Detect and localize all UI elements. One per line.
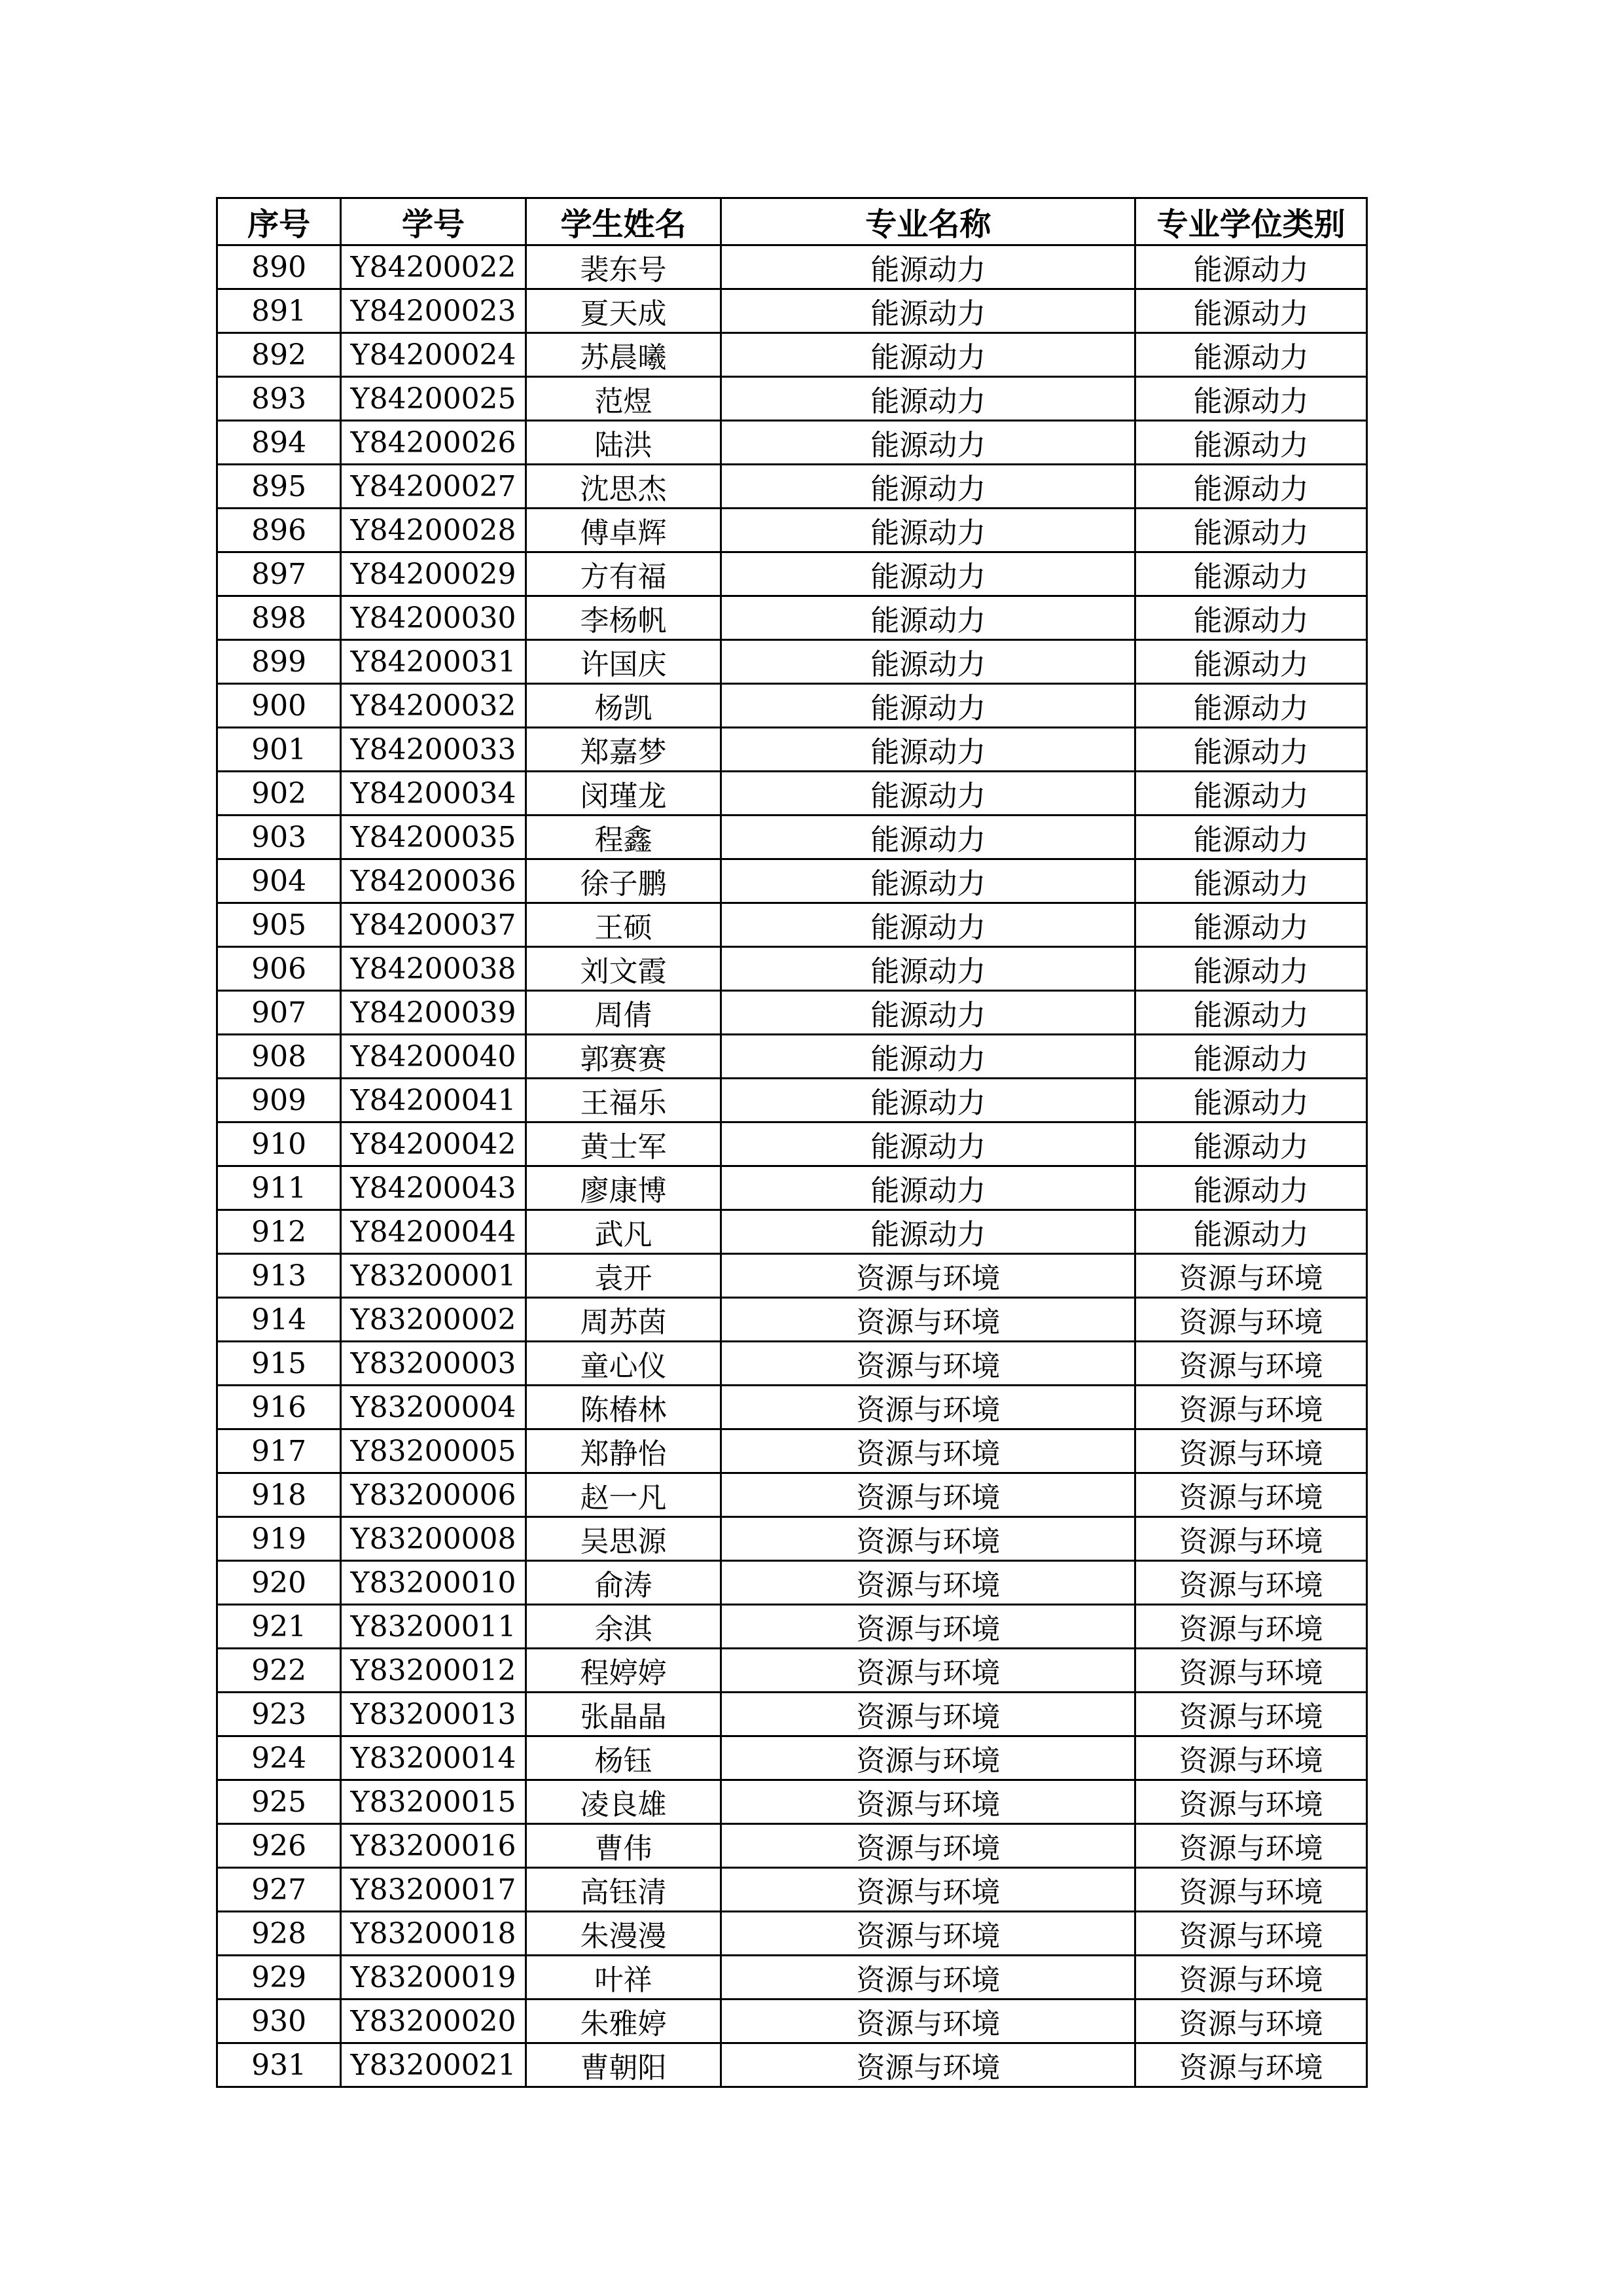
cell-student-id: Y83200014 <box>341 1736 526 1780</box>
table-row <box>217 1824 1367 1868</box>
cell-student-name: 李杨帆 <box>526 596 721 640</box>
cell-major-name: 能源动力 <box>721 903 1135 947</box>
cell-major-name: 能源动力 <box>721 552 1135 596</box>
table-row <box>217 1912 1367 1956</box>
header-student-name: 学生姓名 <box>526 198 721 245</box>
table-row <box>217 903 1367 947</box>
cell-student-name: 凌良雄 <box>526 1780 721 1824</box>
cell-degree-category: 能源动力 <box>1135 245 1367 289</box>
table-row <box>217 1561 1367 1605</box>
cell-major-name: 资源与环境 <box>721 1517 1135 1561</box>
cell-major-name: 能源动力 <box>721 1122 1135 1166</box>
cell-major-name: 资源与环境 <box>721 1605 1135 1649</box>
cell-seq: 906 <box>217 947 341 991</box>
cell-seq: 904 <box>217 859 341 903</box>
header-student-id: 学号 <box>341 198 526 245</box>
cell-student-id: Y84200034 <box>341 772 526 816</box>
cell-major-name: 能源动力 <box>721 421 1135 465</box>
cell-student-id: Y83200001 <box>341 1254 526 1298</box>
cell-degree-category: 能源动力 <box>1135 1166 1367 1210</box>
cell-student-id: Y83200021 <box>341 2043 526 2087</box>
table-row <box>217 509 1367 552</box>
cell-major-name: 能源动力 <box>721 816 1135 859</box>
table-row <box>217 2043 1367 2087</box>
cell-student-id: Y83200005 <box>341 1429 526 1473</box>
cell-student-name: 杨钰 <box>526 1736 721 1780</box>
cell-student-id: Y84200036 <box>341 859 526 903</box>
cell-seq: 909 <box>217 1079 341 1122</box>
cell-student-name: 夏天成 <box>526 289 721 333</box>
cell-seq: 927 <box>217 1868 341 1912</box>
table-row <box>217 1736 1367 1780</box>
cell-student-name: 廖康博 <box>526 1166 721 1210</box>
cell-student-id: Y83200006 <box>341 1473 526 1517</box>
cell-degree-category: 资源与环境 <box>1135 1342 1367 1386</box>
table-row <box>217 1429 1367 1473</box>
table-row <box>217 245 1367 289</box>
cell-degree-category: 能源动力 <box>1135 859 1367 903</box>
cell-student-id: Y84200037 <box>341 903 526 947</box>
cell-degree-category: 资源与环境 <box>1135 1868 1367 1912</box>
cell-major-name: 能源动力 <box>721 1210 1135 1254</box>
cell-degree-category: 能源动力 <box>1135 1035 1367 1079</box>
cell-major-name: 资源与环境 <box>721 1956 1135 2000</box>
cell-degree-category: 能源动力 <box>1135 421 1367 465</box>
cell-major-name: 资源与环境 <box>721 1912 1135 1956</box>
table-row <box>217 772 1367 816</box>
cell-student-name: 高钰清 <box>526 1868 721 1912</box>
cell-major-name: 能源动力 <box>721 289 1135 333</box>
cell-degree-category: 资源与环境 <box>1135 1298 1367 1342</box>
cell-degree-category: 能源动力 <box>1135 640 1367 684</box>
cell-seq: 918 <box>217 1473 341 1517</box>
cell-degree-category: 资源与环境 <box>1135 1429 1367 1473</box>
cell-major-name: 能源动力 <box>721 684 1135 728</box>
table-row <box>217 640 1367 684</box>
cell-student-id: Y84200039 <box>341 991 526 1035</box>
cell-student-name: 朱雅婷 <box>526 2000 721 2043</box>
cell-major-name: 能源动力 <box>721 947 1135 991</box>
cell-student-name: 叶祥 <box>526 1956 721 2000</box>
table-row <box>217 1079 1367 1122</box>
table-row <box>217 1254 1367 1298</box>
cell-major-name: 能源动力 <box>721 1166 1135 1210</box>
cell-student-id: Y83200010 <box>341 1561 526 1605</box>
cell-student-id: Y83200016 <box>341 1824 526 1868</box>
cell-major-name: 资源与环境 <box>721 1780 1135 1824</box>
cell-student-id: Y83200012 <box>341 1649 526 1693</box>
cell-student-id: Y84200022 <box>341 245 526 289</box>
cell-student-name: 周苏茵 <box>526 1298 721 1342</box>
table-row <box>217 859 1367 903</box>
table-row <box>217 421 1367 465</box>
cell-student-id: Y84200024 <box>341 333 526 377</box>
cell-student-id: Y84200031 <box>341 640 526 684</box>
cell-student-name: 刘文霞 <box>526 947 721 991</box>
table-row <box>217 684 1367 728</box>
cell-major-name: 资源与环境 <box>721 1736 1135 1780</box>
cell-student-id: Y83200017 <box>341 1868 526 1912</box>
cell-student-name: 范煜 <box>526 377 721 421</box>
table-body <box>217 245 1367 2087</box>
cell-seq: 924 <box>217 1736 341 1780</box>
header-seq: 序号 <box>217 198 341 245</box>
cell-seq: 911 <box>217 1166 341 1210</box>
table-row <box>217 1298 1367 1342</box>
cell-student-name: 郑嘉梦 <box>526 728 721 772</box>
table-row <box>217 1605 1367 1649</box>
cell-major-name: 资源与环境 <box>721 1254 1135 1298</box>
table-row <box>217 1649 1367 1693</box>
cell-degree-category: 资源与环境 <box>1135 1254 1367 1298</box>
cell-degree-category: 能源动力 <box>1135 1122 1367 1166</box>
cell-seq: 925 <box>217 1780 341 1824</box>
cell-student-id: Y83200020 <box>341 2000 526 2043</box>
cell-student-name: 许国庆 <box>526 640 721 684</box>
cell-student-id: Y83200008 <box>341 1517 526 1561</box>
cell-degree-category: 能源动力 <box>1135 816 1367 859</box>
cell-student-name: 朱漫漫 <box>526 1912 721 1956</box>
cell-student-name: 王福乐 <box>526 1079 721 1122</box>
cell-degree-category: 资源与环境 <box>1135 2043 1367 2087</box>
cell-student-name: 俞涛 <box>526 1561 721 1605</box>
cell-seq: 912 <box>217 1210 341 1254</box>
table-row <box>217 1166 1367 1210</box>
cell-major-name: 能源动力 <box>721 1035 1135 1079</box>
cell-seq: 910 <box>217 1122 341 1166</box>
cell-major-name: 能源动力 <box>721 728 1135 772</box>
cell-student-name: 郑静怡 <box>526 1429 721 1473</box>
table-row <box>217 1035 1367 1079</box>
cell-student-name: 张晶晶 <box>526 1693 721 1736</box>
cell-major-name: 能源动力 <box>721 377 1135 421</box>
cell-student-name: 武凡 <box>526 1210 721 1254</box>
cell-student-name: 陆洪 <box>526 421 721 465</box>
cell-student-id: Y84200027 <box>341 465 526 509</box>
cell-seq: 914 <box>217 1298 341 1342</box>
cell-seq: 896 <box>217 509 341 552</box>
cell-seq: 921 <box>217 1605 341 1649</box>
cell-major-name: 资源与环境 <box>721 2043 1135 2087</box>
cell-student-id: Y83200013 <box>341 1693 526 1736</box>
cell-major-name: 资源与环境 <box>721 1824 1135 1868</box>
cell-degree-category: 能源动力 <box>1135 991 1367 1035</box>
cell-seq: 890 <box>217 245 341 289</box>
cell-degree-category: 能源动力 <box>1135 509 1367 552</box>
cell-degree-category: 能源动力 <box>1135 333 1367 377</box>
cell-seq: 907 <box>217 991 341 1035</box>
cell-student-name: 杨凯 <box>526 684 721 728</box>
cell-student-name: 袁开 <box>526 1254 721 1298</box>
cell-degree-category: 能源动力 <box>1135 552 1367 596</box>
cell-student-name: 傅卓辉 <box>526 509 721 552</box>
cell-degree-category: 能源动力 <box>1135 903 1367 947</box>
cell-student-name: 苏晨曦 <box>526 333 721 377</box>
cell-student-id: Y83200011 <box>341 1605 526 1649</box>
cell-degree-category: 资源与环境 <box>1135 1693 1367 1736</box>
cell-seq: 901 <box>217 728 341 772</box>
cell-seq: 902 <box>217 772 341 816</box>
cell-degree-category: 资源与环境 <box>1135 1912 1367 1956</box>
table-row <box>217 1473 1367 1517</box>
cell-student-id: Y84200038 <box>341 947 526 991</box>
cell-seq: 893 <box>217 377 341 421</box>
cell-student-id: Y84200026 <box>341 421 526 465</box>
cell-major-name: 资源与环境 <box>721 2000 1135 2043</box>
cell-seq: 895 <box>217 465 341 509</box>
cell-student-id: Y84200023 <box>341 289 526 333</box>
cell-seq: 919 <box>217 1517 341 1561</box>
cell-student-id: Y84200028 <box>341 509 526 552</box>
table-row <box>217 991 1367 1035</box>
table-header <box>217 198 1367 245</box>
cell-student-id: Y84200029 <box>341 552 526 596</box>
cell-seq: 897 <box>217 552 341 596</box>
cell-seq: 929 <box>217 1956 341 2000</box>
cell-student-name: 徐子鹏 <box>526 859 721 903</box>
cell-seq: 905 <box>217 903 341 947</box>
header-degree-category: 专业学位类别 <box>1135 198 1367 245</box>
cell-seq: 898 <box>217 596 341 640</box>
cell-student-id: Y84200025 <box>341 377 526 421</box>
cell-degree-category: 资源与环境 <box>1135 1561 1367 1605</box>
cell-degree-category: 资源与环境 <box>1135 1386 1367 1429</box>
cell-seq: 913 <box>217 1254 341 1298</box>
student-list-table <box>216 197 1368 2088</box>
cell-seq: 908 <box>217 1035 341 1079</box>
cell-seq: 917 <box>217 1429 341 1473</box>
cell-student-id: Y83200018 <box>341 1912 526 1956</box>
cell-student-id: Y84200042 <box>341 1122 526 1166</box>
cell-seq: 892 <box>217 333 341 377</box>
cell-student-id: Y84200030 <box>341 596 526 640</box>
cell-degree-category: 资源与环境 <box>1135 2000 1367 2043</box>
cell-major-name: 资源与环境 <box>721 1386 1135 1429</box>
cell-student-id: Y84200041 <box>341 1079 526 1122</box>
cell-student-name: 曹伟 <box>526 1824 721 1868</box>
table-row <box>217 596 1367 640</box>
cell-seq: 928 <box>217 1912 341 1956</box>
cell-major-name: 能源动力 <box>721 245 1135 289</box>
cell-student-id: Y84200043 <box>341 1166 526 1210</box>
cell-student-name: 程婷婷 <box>526 1649 721 1693</box>
cell-student-name: 程鑫 <box>526 816 721 859</box>
cell-student-name: 童心仪 <box>526 1342 721 1386</box>
cell-degree-category: 能源动力 <box>1135 684 1367 728</box>
table-row <box>217 333 1367 377</box>
cell-degree-category: 能源动力 <box>1135 377 1367 421</box>
table-row <box>217 552 1367 596</box>
cell-major-name: 资源与环境 <box>721 1473 1135 1517</box>
cell-major-name: 资源与环境 <box>721 1649 1135 1693</box>
cell-seq: 915 <box>217 1342 341 1386</box>
table-row <box>217 816 1367 859</box>
cell-degree-category: 能源动力 <box>1135 1079 1367 1122</box>
cell-major-name: 能源动力 <box>721 772 1135 816</box>
cell-seq: 923 <box>217 1693 341 1736</box>
cell-seq: 922 <box>217 1649 341 1693</box>
cell-seq: 903 <box>217 816 341 859</box>
cell-seq: 900 <box>217 684 341 728</box>
cell-seq: 891 <box>217 289 341 333</box>
cell-seq: 931 <box>217 2043 341 2087</box>
cell-major-name: 能源动力 <box>721 333 1135 377</box>
table-row <box>217 1122 1367 1166</box>
cell-student-id: Y83200004 <box>341 1386 526 1429</box>
cell-major-name: 资源与环境 <box>721 1693 1135 1736</box>
table-row <box>217 947 1367 991</box>
cell-major-name: 资源与环境 <box>721 1868 1135 1912</box>
cell-seq: 894 <box>217 421 341 465</box>
cell-major-name: 资源与环境 <box>721 1561 1135 1605</box>
cell-seq: 899 <box>217 640 341 684</box>
cell-student-name: 曹朝阳 <box>526 2043 721 2087</box>
cell-seq: 930 <box>217 2000 341 2043</box>
cell-degree-category: 资源与环境 <box>1135 1956 1367 2000</box>
cell-degree-category: 资源与环境 <box>1135 1649 1367 1693</box>
cell-student-name: 方有福 <box>526 552 721 596</box>
cell-student-id: Y83200019 <box>341 1956 526 2000</box>
table-row <box>217 1868 1367 1912</box>
cell-degree-category: 资源与环境 <box>1135 1736 1367 1780</box>
cell-major-name: 能源动力 <box>721 509 1135 552</box>
table-row <box>217 289 1367 333</box>
table-row <box>217 1386 1367 1429</box>
cell-student-id: Y83200002 <box>341 1298 526 1342</box>
cell-student-id: Y83200003 <box>341 1342 526 1386</box>
cell-major-name: 能源动力 <box>721 465 1135 509</box>
cell-degree-category: 能源动力 <box>1135 289 1367 333</box>
cell-student-name: 周倩 <box>526 991 721 1035</box>
cell-student-id: Y84200033 <box>341 728 526 772</box>
cell-major-name: 资源与环境 <box>721 1342 1135 1386</box>
cell-degree-category: 能源动力 <box>1135 465 1367 509</box>
cell-student-name: 吴思源 <box>526 1517 721 1561</box>
cell-major-name: 资源与环境 <box>721 1429 1135 1473</box>
cell-major-name: 能源动力 <box>721 1079 1135 1122</box>
table-row <box>217 1956 1367 2000</box>
cell-major-name: 能源动力 <box>721 859 1135 903</box>
cell-degree-category: 资源与环境 <box>1135 1517 1367 1561</box>
table-row <box>217 728 1367 772</box>
cell-student-name: 赵一凡 <box>526 1473 721 1517</box>
cell-student-id: Y84200035 <box>341 816 526 859</box>
cell-degree-category: 资源与环境 <box>1135 1780 1367 1824</box>
cell-degree-category: 资源与环境 <box>1135 1473 1367 1517</box>
cell-student-id: Y84200040 <box>341 1035 526 1079</box>
cell-seq: 916 <box>217 1386 341 1429</box>
cell-degree-category: 能源动力 <box>1135 772 1367 816</box>
cell-student-name: 裴东号 <box>526 245 721 289</box>
cell-major-name: 能源动力 <box>721 640 1135 684</box>
table-row <box>217 1210 1367 1254</box>
table-row <box>217 465 1367 509</box>
cell-major-name: 资源与环境 <box>721 1298 1135 1342</box>
cell-student-id: Y83200015 <box>341 1780 526 1824</box>
header-major-name: 专业名称 <box>721 198 1135 245</box>
table-row <box>217 2000 1367 2043</box>
cell-major-name: 能源动力 <box>721 596 1135 640</box>
cell-student-name: 闵瑾龙 <box>526 772 721 816</box>
cell-seq: 920 <box>217 1561 341 1605</box>
cell-major-name: 能源动力 <box>721 991 1135 1035</box>
cell-student-id: Y84200032 <box>341 684 526 728</box>
cell-student-name: 郭赛赛 <box>526 1035 721 1079</box>
table-row <box>217 1342 1367 1386</box>
cell-student-name: 沈思杰 <box>526 465 721 509</box>
table-row <box>217 377 1367 421</box>
cell-seq: 926 <box>217 1824 341 1868</box>
cell-degree-category: 能源动力 <box>1135 947 1367 991</box>
cell-student-id: Y84200044 <box>341 1210 526 1254</box>
table-row <box>217 1780 1367 1824</box>
cell-student-name: 王硕 <box>526 903 721 947</box>
cell-degree-category: 能源动力 <box>1135 1210 1367 1254</box>
cell-degree-category: 能源动力 <box>1135 728 1367 772</box>
header-row <box>217 198 1367 245</box>
table-row <box>217 1517 1367 1561</box>
table-row <box>217 1693 1367 1736</box>
cell-degree-category: 资源与环境 <box>1135 1605 1367 1649</box>
cell-student-name: 黄士军 <box>526 1122 721 1166</box>
cell-student-name: 陈椿林 <box>526 1386 721 1429</box>
cell-student-name: 余淇 <box>526 1605 721 1649</box>
cell-degree-category: 资源与环境 <box>1135 1824 1367 1868</box>
cell-degree-category: 能源动力 <box>1135 596 1367 640</box>
